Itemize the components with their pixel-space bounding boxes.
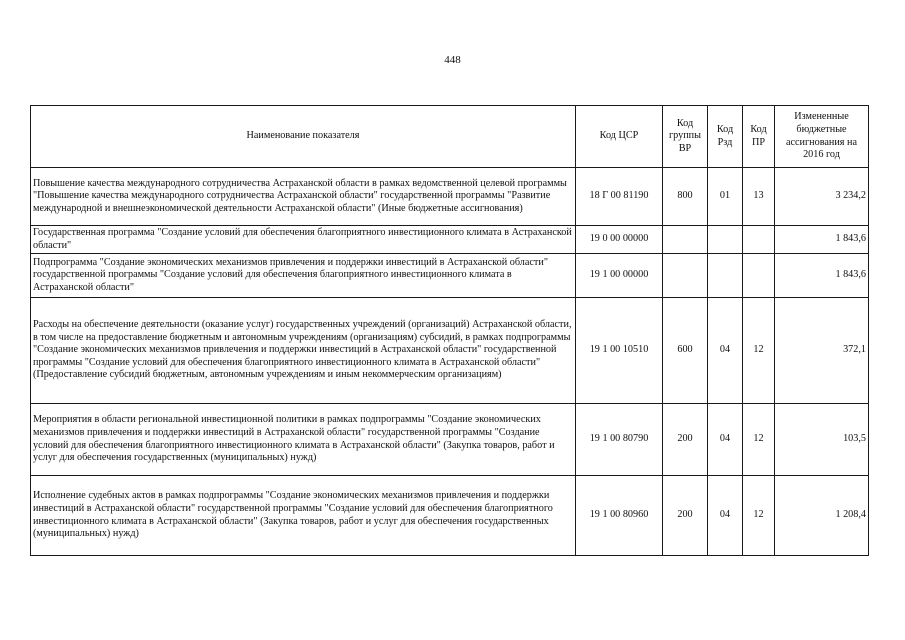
row-csr: 18 Г 00 81190: [576, 168, 663, 226]
row-pr: 12: [743, 476, 775, 556]
row-csr: 19 1 00 00000: [576, 254, 663, 298]
table-row: [31, 254, 869, 298]
row-amount: 372,1: [775, 298, 869, 404]
row-vr: 200: [663, 476, 708, 556]
row-csr: 19 0 00 00000: [576, 226, 663, 254]
row-name: Исполнение судебных актов в рамках подпрограммы "Создание экономических механизмов привлечения и поддержки инвестиций в Астраханской области" государственной программы "Создание условий для обеспечения благоприятного инвестиционного климата в Астраханской области" (Закупка товаров, работ и услуг для обеспечения государственных (муниципальных) нужд): [31, 476, 576, 556]
row-amount: 103,5: [775, 404, 869, 476]
row-vr: 600: [663, 298, 708, 404]
row-name: Государственная программа "Создание условий для обеспечения благоприятного инвестиционного климата в Астраханской области": [31, 226, 576, 254]
row-pr: 12: [743, 404, 775, 476]
row-rzd: 01: [708, 168, 743, 226]
row-csr: 19 1 00 80960: [576, 476, 663, 556]
row-vr: [663, 254, 708, 298]
row-amount: 1 843,6: [775, 226, 869, 254]
header-amount: Измененные бюджетные ассигнования на 2016 год: [775, 106, 869, 168]
header-csr: Код ЦСР: [576, 106, 663, 168]
row-pr: 13: [743, 168, 775, 226]
header-vr: Код группы ВР: [663, 106, 708, 168]
row-pr: [743, 226, 775, 254]
row-name: Повышение качества международного сотрудничества Астраханской области в рамках ведомственной целевой программы "Повышение качества международного сотрудничества Астраханской области" государственной программы "Развитие международной и внешнеэкономической деятельности Астраханской области" (Иные бюджетные ассигнования): [31, 168, 576, 226]
table-row: [31, 226, 869, 254]
row-name: Мероприятия в области региональной инвестиционной политики в рамках подпрограммы "Создание экономических механизмов привлечения и поддержки инвестиций в Астраханской области" государственной программы "Создание условий для обеспечения благоприятного инвестиционного климата в Астраханской области" (Закупка товаров, работ и услуг для обеспечения государственных (муниципальных) нужд): [31, 404, 576, 476]
row-vr: 200: [663, 404, 708, 476]
table-row: [31, 298, 869, 404]
row-name: Расходы на обеспечение деятельности (оказание услуг) государственных учреждений (организаций) Астраханской области, в том числе на предоставление бюджетным и автономным учреждениям (организациям) субсидий, в рамках подпрограммы "Создание экономических механизмов привлечения и поддержки инвестиций в Астраханской области" государственной программы "Создание условий для обеспечения благоприятного инвестиционного климата в Астраханской области" (Предоставление субсидий бюджетным, автономным учреждениям и иным некоммерческим организациям): [31, 298, 576, 404]
row-amount: 1 843,6: [775, 254, 869, 298]
row-rzd: [708, 254, 743, 298]
row-rzd: [708, 226, 743, 254]
header-name: Наименование показателя: [31, 106, 576, 168]
header-pr: Код ПР: [743, 106, 775, 168]
row-pr: [743, 254, 775, 298]
row-rzd: 04: [708, 404, 743, 476]
row-amount: 1 208,4: [775, 476, 869, 556]
row-csr: 19 1 00 10510: [576, 298, 663, 404]
table-header-row: [31, 106, 869, 168]
row-name: Подпрограмма "Создание экономических механизмов привлечения и поддержки инвестиций в Астраханской области" государственной программы "Создание условий для обеспечения благоприятного инвестиционного климата в Астраханской области": [31, 254, 576, 298]
header-rzd: Код Рзд: [708, 106, 743, 168]
page-number: 448: [444, 54, 461, 66]
row-rzd: 04: [708, 298, 743, 404]
row-pr: 12: [743, 298, 775, 404]
table-row: [31, 168, 869, 226]
table-row: [31, 404, 869, 476]
row-vr: [663, 226, 708, 254]
row-amount: 3 234,2: [775, 168, 869, 226]
table-row: [31, 476, 869, 556]
row-csr: 19 1 00 80790: [576, 404, 663, 476]
row-rzd: 04: [708, 476, 743, 556]
row-vr: 800: [663, 168, 708, 226]
budget-allocation-table: [30, 105, 869, 556]
